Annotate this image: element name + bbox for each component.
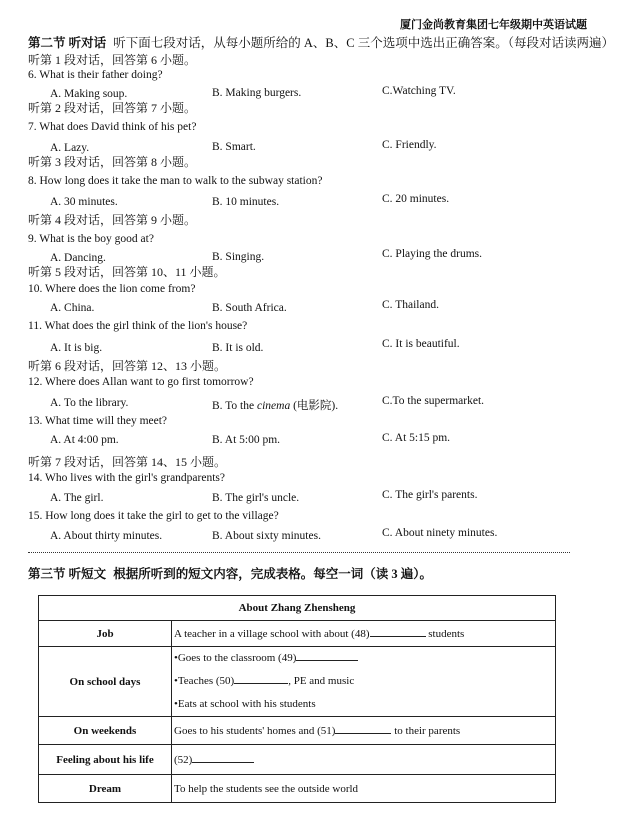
group-label: 听第 3 段对话，回答第 8 小题。 — [28, 155, 197, 169]
section3-heading — [28, 564, 432, 582]
row-label-dream: Dream — [39, 775, 172, 803]
option-a: A. Lazy. — [50, 142, 90, 154]
option-a: A. It is big. — [50, 342, 103, 354]
group-label: 听第 2 段对话，回答第 7 小题。 — [28, 101, 197, 115]
group-label: 听第 1 段对话，回答第 6 小题。 — [28, 53, 197, 67]
option-a: A. Making soup. — [50, 88, 128, 100]
option-b: B. Singing. — [212, 251, 265, 263]
question-text: 7. What does David think of his pet? — [28, 121, 197, 133]
section2-heading — [28, 33, 614, 51]
question-text: 15. How long does it take the girl to get to the village? — [28, 510, 279, 522]
question-text: 8. How long does it take the man to walk to the subway station? — [28, 175, 323, 187]
option-b: B. The girl's uncle. — [212, 492, 300, 504]
option-b: B. It is old. — [212, 342, 264, 354]
section2-instruction: 听下面七段对话，从每小题所给的 A、B、C 三个选项中选出正确答案。（每段对话读两遍） — [113, 36, 614, 50]
blank-48[interactable] — [370, 636, 426, 637]
option-c: C. Playing the drums. — [382, 248, 482, 260]
dotted-divider — [28, 552, 570, 553]
section3-instruction: 根据所听到的短文内容，完成表格。每空一词（读 3 遍）。 — [113, 567, 433, 581]
exam-header: 厦门金尚教育集团七年级期中英语试题 — [400, 19, 587, 31]
row-label-school-days: On school days — [39, 647, 172, 717]
group-label: 听第 5 段对话，回答第 10、11 小题。 — [28, 265, 226, 279]
row-label-feeling: Feeling about his life — [39, 745, 172, 775]
option-a: A. At 4:00 pm. — [50, 434, 119, 446]
option-b: B. South Africa. — [212, 302, 287, 314]
option-c: C. Thailand. — [382, 299, 439, 311]
option-a: A. Dancing. — [50, 252, 106, 264]
option-a: A. About thirty minutes. — [50, 530, 163, 542]
group-label: 听第 4 段对话，回答第 9 小题。 — [28, 213, 197, 227]
row-value-dream: To help the students see the outside world — [172, 775, 556, 803]
option-c: C. It is beautiful. — [382, 338, 460, 350]
blank-49[interactable] — [296, 660, 358, 661]
row-value-weekends: Goes to his students' homes and (51) to their parents — [172, 717, 556, 745]
question-text: 9. What is the boy good at? — [28, 233, 154, 245]
row-label-job: Job — [39, 621, 172, 647]
option-c: C. The girl's parents. — [382, 489, 478, 501]
option-c: C. 20 minutes. — [382, 193, 450, 205]
question-text: 10. Where does the lion come from? — [28, 283, 196, 295]
option-c: C. About ninety minutes. — [382, 527, 498, 539]
group-label: 听第 7 段对话，回答第 14、15 小题。 — [28, 455, 227, 469]
group-label: 听第 6 段对话，回答第 12、13 小题。 — [28, 359, 227, 373]
table-title: About Zhang Zhensheng — [39, 596, 556, 621]
section3-title: 第三节 听短文 — [28, 567, 107, 581]
row-value-feeling: (52) — [172, 745, 556, 775]
blank-52[interactable] — [192, 762, 254, 763]
option-c: C. At 5:15 pm. — [382, 432, 451, 444]
option-b: B. Smart. — [212, 141, 256, 153]
question-text: 11. What does the girl think of the lion's house? — [28, 320, 248, 332]
blank-50[interactable] — [234, 683, 288, 684]
question-text: 13. What time will they meet? — [28, 415, 168, 427]
row-label-weekends: On weekends — [39, 717, 172, 745]
option-c: C. Friendly. — [382, 139, 437, 151]
option-b: B. To the cinema (电影院). — [212, 400, 339, 412]
option-a: A. The girl. — [50, 492, 104, 504]
option-b: B. Making burgers. — [212, 87, 302, 99]
section2-title: 第二节 听对话 — [28, 36, 107, 50]
option-b: B. About sixty minutes. — [212, 530, 321, 542]
question-text: 12. Where does Allan want to go first tomorrow? — [28, 376, 254, 388]
question-text: 14. Who lives with the girl's grandparents? — [28, 472, 225, 484]
option-b: B. 10 minutes. — [212, 196, 280, 208]
option-c: C.To the supermarket. — [382, 395, 485, 407]
question-text: 6. What is their father doing? — [28, 69, 163, 81]
option-c: C.Watching TV. — [382, 85, 456, 97]
row-value-school-days: •Goes to the classroom (49) •Teaches (50) , PE and music •Eats at school with his students — [172, 647, 556, 717]
info-table — [38, 595, 556, 803]
option-a: A. To the library. — [50, 397, 129, 409]
option-a: A. 30 minutes. — [50, 196, 118, 208]
row-value-job: A teacher in a village school with about (48) students — [172, 621, 556, 647]
option-b: B. At 5:00 pm. — [212, 434, 281, 446]
blank-51[interactable] — [335, 733, 391, 734]
option-a: A. China. — [50, 302, 95, 314]
